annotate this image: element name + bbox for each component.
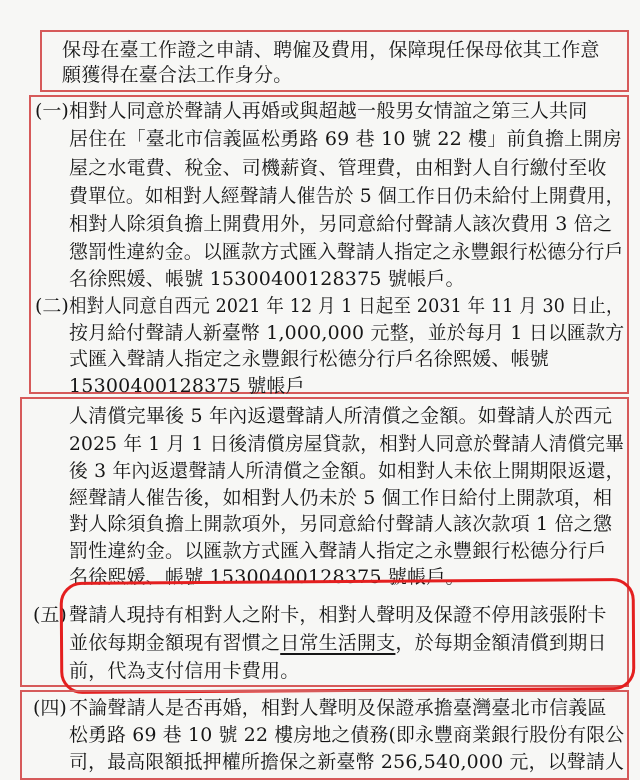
- item-5-line-1: 聲請人現持有相對人之附卡，相對人聲明及保證不停用該張附卡: [69, 604, 607, 626]
- item-1-line-5: 相對人除須負擔上開費用外，另同意給付聲請人該次費用 3 倍之: [69, 213, 613, 235]
- section-4-line-2: 松勇路 69 巷 10 號 22 樓房地之債務(即永豐商業銀行股份有限公: [69, 724, 625, 746]
- item-1-line-7: 名徐熙媛、帳號 15300400128375 號帳戶。: [69, 268, 465, 290]
- section-3-line-6: 罰性違約金。以匯款方式匯入聲請人指定之永豐銀行松德分行戶: [69, 540, 607, 562]
- item-1-line-2: 居住在「臺北市信義區松勇路 69 巷 10 號 22 樓」前負擔上開房: [69, 128, 622, 150]
- section-4-line-3: 司，最高限額抵押權所擔保之新臺幣 256,540,000 元，以聲請人: [69, 751, 625, 773]
- item-1-label: (一): [35, 100, 69, 122]
- section-1-line-2: 願獲得在臺合法工作身分。: [62, 64, 293, 86]
- red-highlight-outline: [60, 578, 636, 694]
- item-1-line-1: 相對人同意於聲請人再婚或與超越一般男女情誼之第三人共同: [69, 100, 588, 122]
- item-5-line-3: 前，代為支付信用卡費用。: [69, 660, 300, 682]
- item-5-line-2-prefix: 並依每期金額現有習慣之: [69, 632, 281, 654]
- item-5-label: (五): [33, 604, 67, 626]
- section-3-line-7: 名徐熙媛、帳號 15300400128375 號帳戶。: [69, 566, 465, 588]
- item-2-line-4-clip: [69, 375, 369, 397]
- section-3-line-4: 經聲請人催告後，如相對人仍未於 5 個工作日給付上開款項，相: [69, 487, 613, 509]
- item-5-line-2-suffix: ，於每期金額清償到期日: [395, 632, 607, 654]
- item-2-label: (二): [35, 295, 69, 317]
- section-4-line-1: 不論聲請人是否再婚，相對人聲明及保證承擔臺灣臺北市信義區: [69, 697, 607, 719]
- section-3-line-3: 後 3 年內返還聲請人所清償之金額。如相對人未依上開期限返還，: [69, 460, 625, 482]
- item-1-line-4: 費單位。如相對人經聲請人催告於 5 個工作日仍未給付上開費用，: [69, 185, 625, 207]
- section-3-line-1: 人清償完畢後 5 年內返還聲請人所清償之金額。如聲請人於西元: [69, 405, 613, 427]
- item-4-label: (四): [33, 697, 67, 719]
- item-5-underlined-phrase: 日常生活開支: [280, 632, 396, 654]
- section-1-line-1: 保母在臺工作證之申請、聘僱及費用，保障現任保母依其工作意: [62, 39, 600, 61]
- item-2-line-3: 式匯入聲請人指定之永豐銀行松德分行戶名徐熙媛、帳號: [69, 348, 550, 370]
- item-2-line-4: 15300400128375 號帳戶: [69, 375, 305, 397]
- item-2-line-2: 按月給付聲請人新臺幣 1,000,000 元整，並於每月 1 日以匯款方: [69, 322, 625, 344]
- item-1-line-6: 懲罰性違約金。以匯款方式匯入聲請人指定之永豐銀行松德分行戶: [69, 241, 624, 263]
- section-3-line-2: 2025 年 1 月 1 日後清償房屋貸款，相對人同意於聲請人清償完畢: [69, 433, 624, 455]
- item-1-line-3: 屋之水電費、稅金、司機薪資、管理費，由相對人自行繳付至收: [69, 157, 607, 179]
- item-2-line-1: 相對人同意自西元 2021 年 12 月 1 日起至 2031 年 11 月 30 日止，: [69, 295, 624, 317]
- section-3-line-5: 對人除須負擔上開款項外，另同意給付聲請人該次款項 1 倍之懲: [69, 513, 613, 535]
